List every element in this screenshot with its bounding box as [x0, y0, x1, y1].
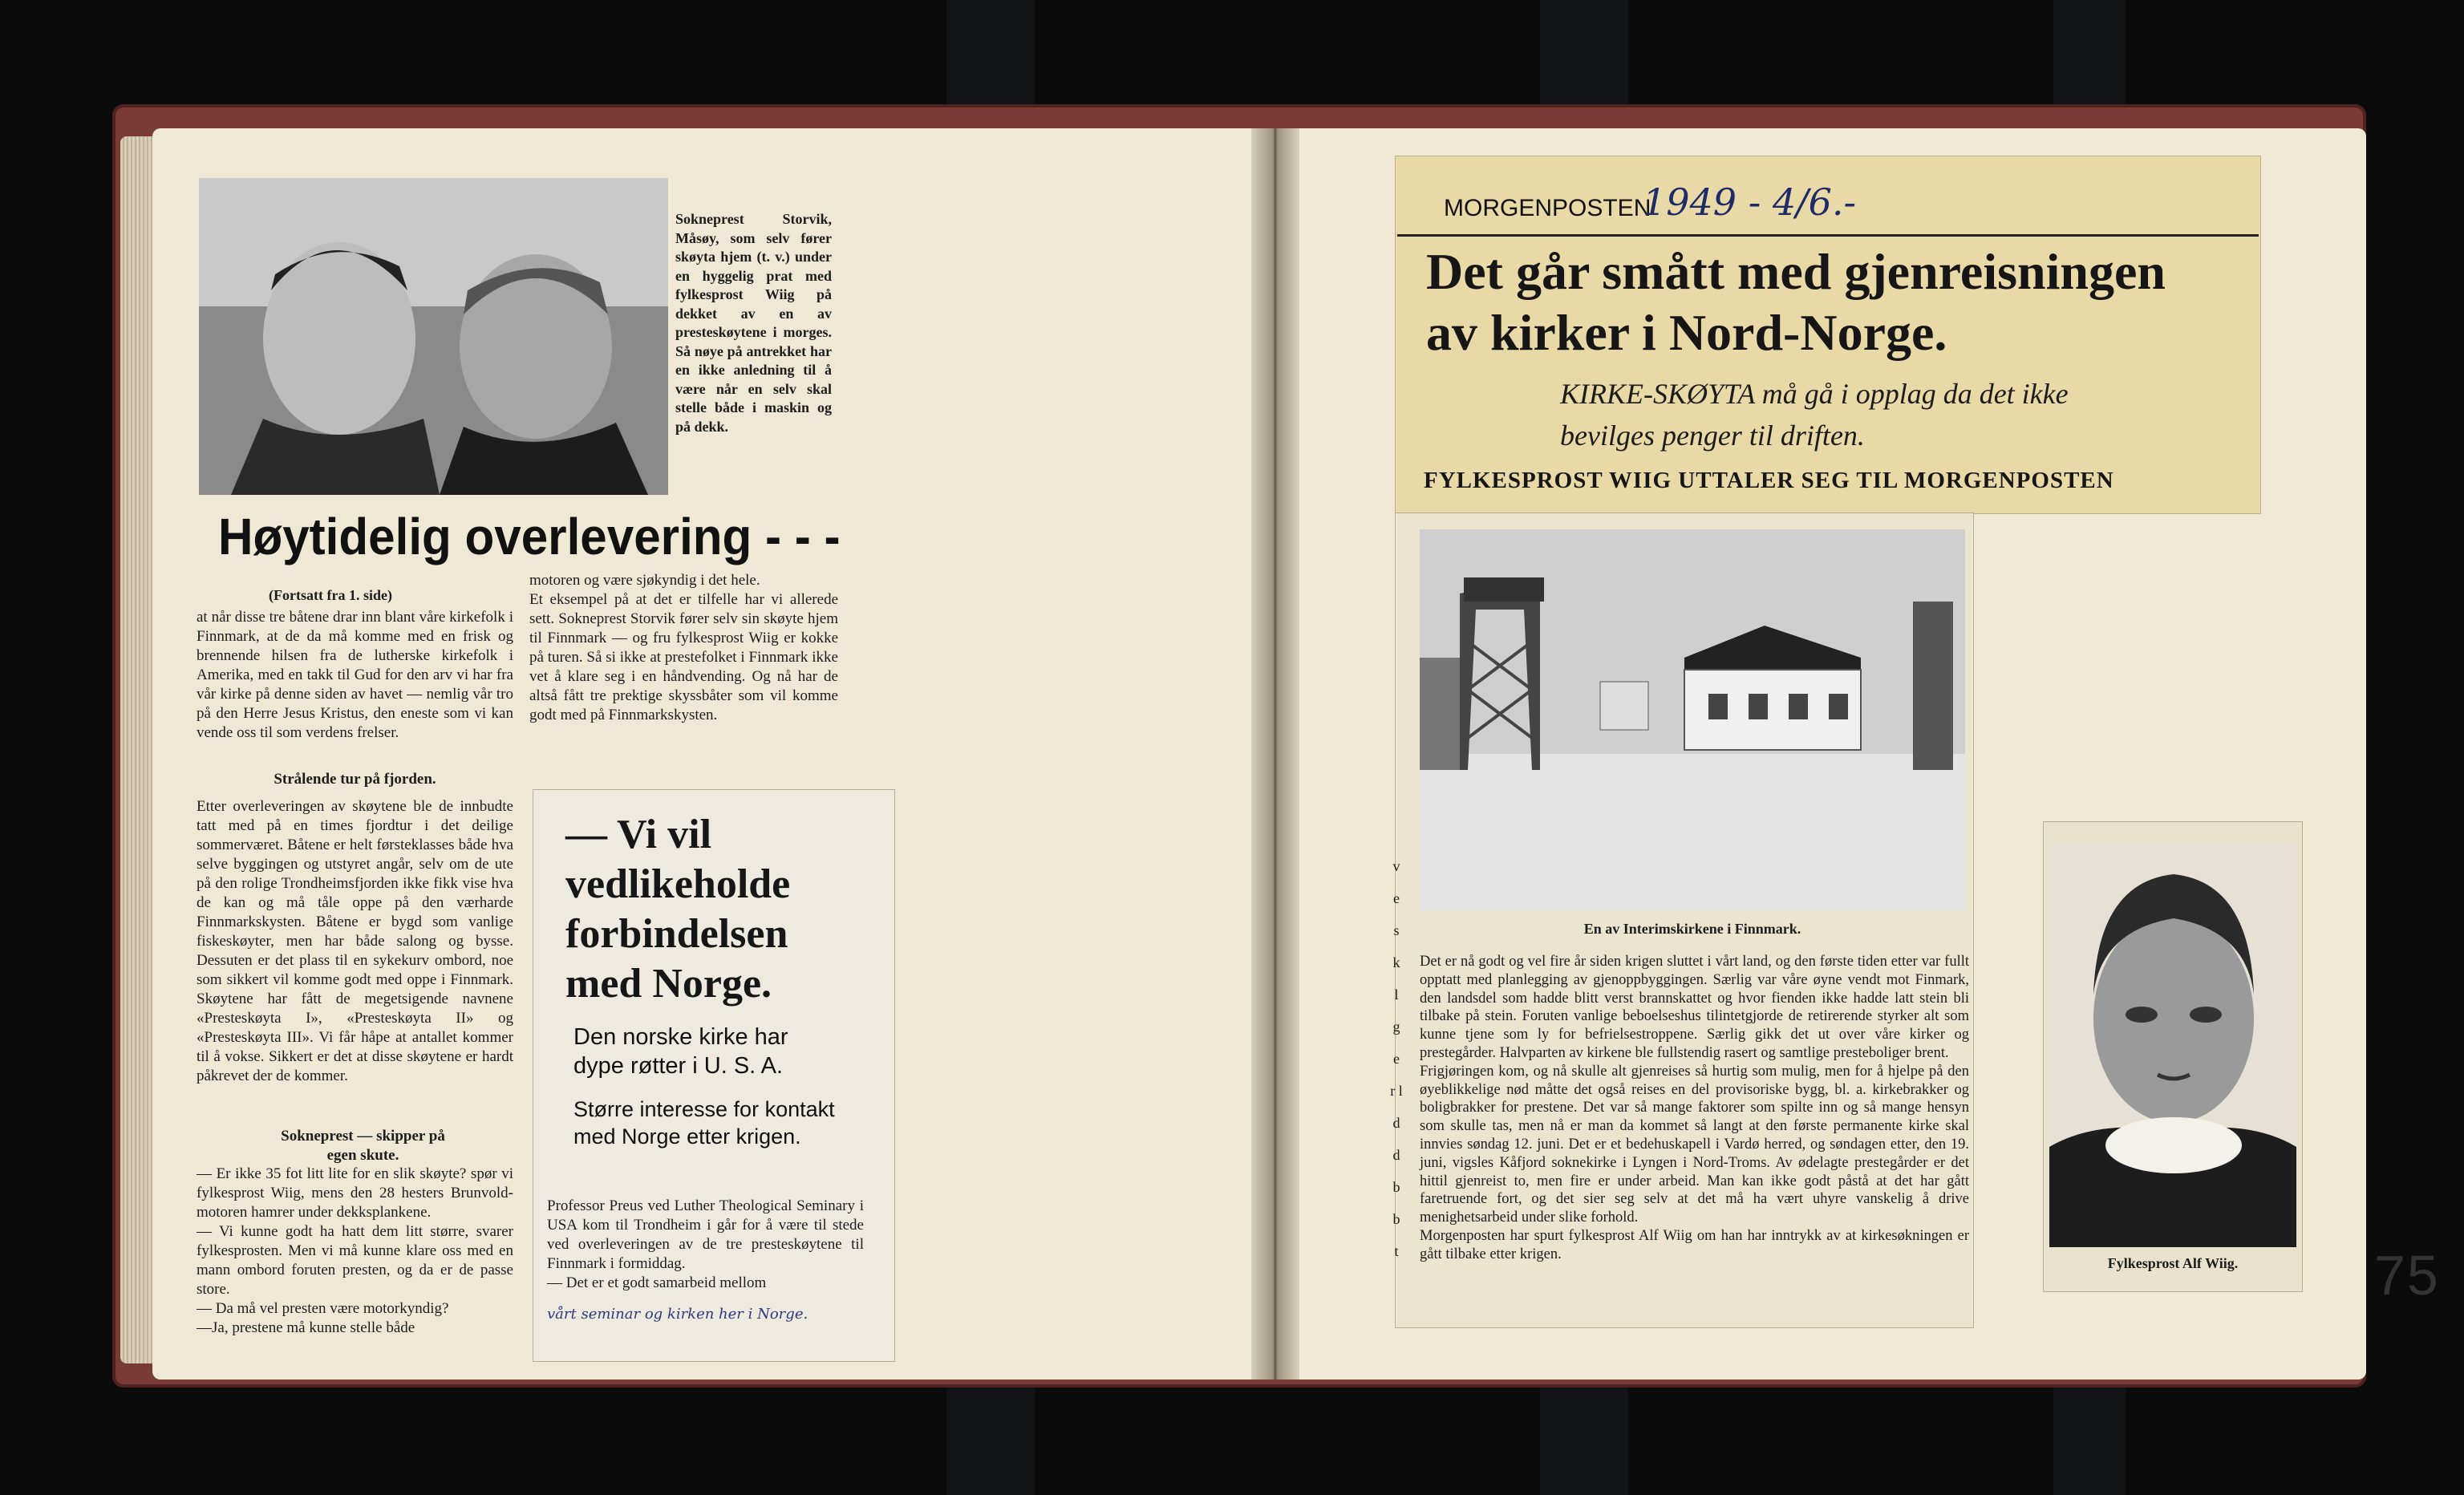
portrait-fylkesprost — [2049, 842, 2296, 1247]
portrait-fylkesprost-graphic — [2049, 842, 2296, 1247]
headline-hoytidelig: Høytidelig overlevering - - - — [218, 508, 841, 565]
headline-vi-vil: — Vi vil vedlikeholde forbindelsen med Norge. — [565, 812, 791, 1007]
photo-caption: Sokneprest Storvik, Måsøy, som selv fører skøyta hjem (t. v.) under en hyggelig prat med fylkesprost Wiig på dekket av en av presteskøytene i morges. Så nøye på antrekket har en ikke anledning til å være når en selv skal stelle både i maskin og på dekk. — [675, 211, 832, 435]
article-body: Det er nå godt og vel fire år siden krigen sluttet i vårt land, og den første tiden etter var fullt opptatt med planlegging av gjenoppbyggingen. Særlig var våre øyne vendt mot Finmark, den landsdel som hadde blitt verst brannskattet og hvor fienden ikke hadde latt stein bli tilbake på stein. Foruten vanlige beboelseshus tilintetgjorde de retirerende styrker alt som kunne tjene som ly for befrielsestroppene. Særlig gikk det ut over våre kirker og prestegårder. Halvparten av kirkene ble fullstendig rasert og samtlige presteboliger brent. Frigjøringen kom, og nå skulle alt gjenreises så hurtig som mulig, men for å hjelpe på den øyeblikkelige nød måtte det også reises en del provisoriske bygg, bl. a. kirkebrakker og boligbrakker for prestene. Det var så mange faktorer som spilte inn og så mange hensyn som skulle tas, men nå er man da kommet så langt at den første permanente kirke skal innvies søndag 12. juni. Det er et bedehuskapell i Vardø herred, og søndagen etter, den 19. juni, vigsles Kåfjord soknekirke i Lyngen i Nord-Troms. Av ødelagte prestegårder er det hittil gjenreist to, men fire er under arbeid. Man kan ikke godt påstå at det har gått faretruende fort, og det sier seg selv at det må ha vært uhyre vanskelig å drive menighetsarbeid under slike forhold. Morgenposten har spurt fylkesprost Alf Wiig om han har inntrykk av at kirkesøkningen er gått tilbake etter krigen. — [1420, 954, 1969, 1262]
subhead-stralende: Strålende tur på fjorden. — [274, 771, 436, 788]
church-photo-caption: En av Interimskirkene i Finnmark. — [1583, 921, 1801, 937]
col1-paragraph-2: Etter overleveringen av skøytene ble de innbudte tatt med på en times fjordtur i det deilige sommerværet. Båtene er helt førsteklasses både hva selve byggingen og utstyret angår, selv om de ute på den rolige Trondheimsfjorden ikke fikk vise hva de kan og må tåle oppe på den værharde Finnmarkskysten. Båtene er bygd som vanlige fiskeskøyter, men har både salong og bysse. Dessuten er det plass til en sykekurv ombord, noe som sikkert vil komme godt med oppe i Finnmark. Skøytene har fått de megetsigende navnene «Presteskøyta I», «Presteskøyta II» og «Presteskøyta III». Vi får håpe at antallet kommer til å vokse. Sikkert er det at disse skøytene er hardt påkrevet der de kommer. — [197, 798, 513, 1084]
subhead-storre-interesse: Større interesse for kontakt med Norge etter krigen. — [573, 1097, 835, 1149]
photo-two-men-graphic — [199, 178, 668, 495]
photo-interim-church-graphic — [1420, 529, 1965, 910]
photo-interim-church — [1420, 529, 1965, 910]
subhead-line-1: KIRKE-SKØYTA må gå i opplag da det ikke — [1560, 378, 2069, 410]
margin-fragment: v e s k l g e r l d d b b t — [1390, 858, 1403, 1259]
byline: FYLKESPROST WIIG UTTALER SEG TIL MORGENPOSTEN — [1424, 468, 2114, 493]
subhead-sokneprest: Sokneprest — skipper på egen skute. — [281, 1128, 445, 1164]
photo-two-men — [199, 178, 668, 495]
headline-line-1: Det går smått med gjenreisningen — [1426, 243, 2166, 300]
subhead-line-2: bevilges penger til driften. — [1560, 419, 1865, 452]
handwritten-date: 1949 - 4/6.- — [1643, 180, 1857, 224]
clip2-body: Professor Preus ved Luther Theological Seminary i USA kom til Trondheim i går for å være til stede ved overleveringen av de tre presteskøytene til Finnmark i formiddag. — Det er et godt samarbeid mellom — [547, 1197, 864, 1291]
book-gutter — [1251, 128, 1299, 1380]
portrait-caption: Fylkesprost Alf Wiig. — [2107, 1255, 2239, 1271]
header-rule — [1397, 234, 2259, 237]
masthead-morgenposten: MORGENPOSTEN — [1444, 195, 1651, 221]
col1-paragraph-1: at når disse tre båtene drar inn blant våre kirkefolk i Finnmark, at de da må komme med en frisk og brennende hilsen fra de lutherske kirkefolk i Amerika, med en takk til Gud for den arv vi har fra vår kirke på denne siden av havet — nemlig vår tro på den Herre Jesus Kristus, den eneste som vi kan vende oss til som verdens frelser. — [197, 609, 513, 741]
subhead-dype-rotter: Den norske kirke har dype røtter i U. S. A. — [573, 1024, 788, 1079]
continued-note: (Fortsatt fra 1. side) — [269, 587, 392, 603]
headline-line-2: av kirker i Nord-Norge. — [1426, 304, 1947, 361]
page-number: 75 — [2374, 1244, 2440, 1307]
col2-paragraph-1: motoren og være sjøkyndig i det hele. Et eksempel på at det er tilfelle har vi allerede sett. Sokneprest Storvik fører selv sin skøyte hjem til Finnmark — og fru fylkesprost Wiig er kokke på turen. Så si ikke at prestefolket i Finnmark ikke vet å klare seg i en håndvending. Og nå har de altså fått tre prektige skyssbåter som vil komme godt med på Finnmarkskysten. — [529, 572, 838, 723]
col1-paragraph-3: — Er ikke 35 fot litt lite for en slik skøyte? spør vi fylkesprost Wiig, mens den 28 hesters Brunvold-motoren hamrer under dekksplankene. — Vi kunne godt ha hatt dem litt større, svarer fylkesprosten. Men vi må kunne klare oss med en mann ombord foruten presten, og da er de passe store. — Da må vel presten være motorkyndig? —Ja, prestene må kunne stelle både — [197, 1165, 513, 1336]
handwritten-correction: vårt seminar og kirken her i Norge. — [547, 1306, 808, 1323]
